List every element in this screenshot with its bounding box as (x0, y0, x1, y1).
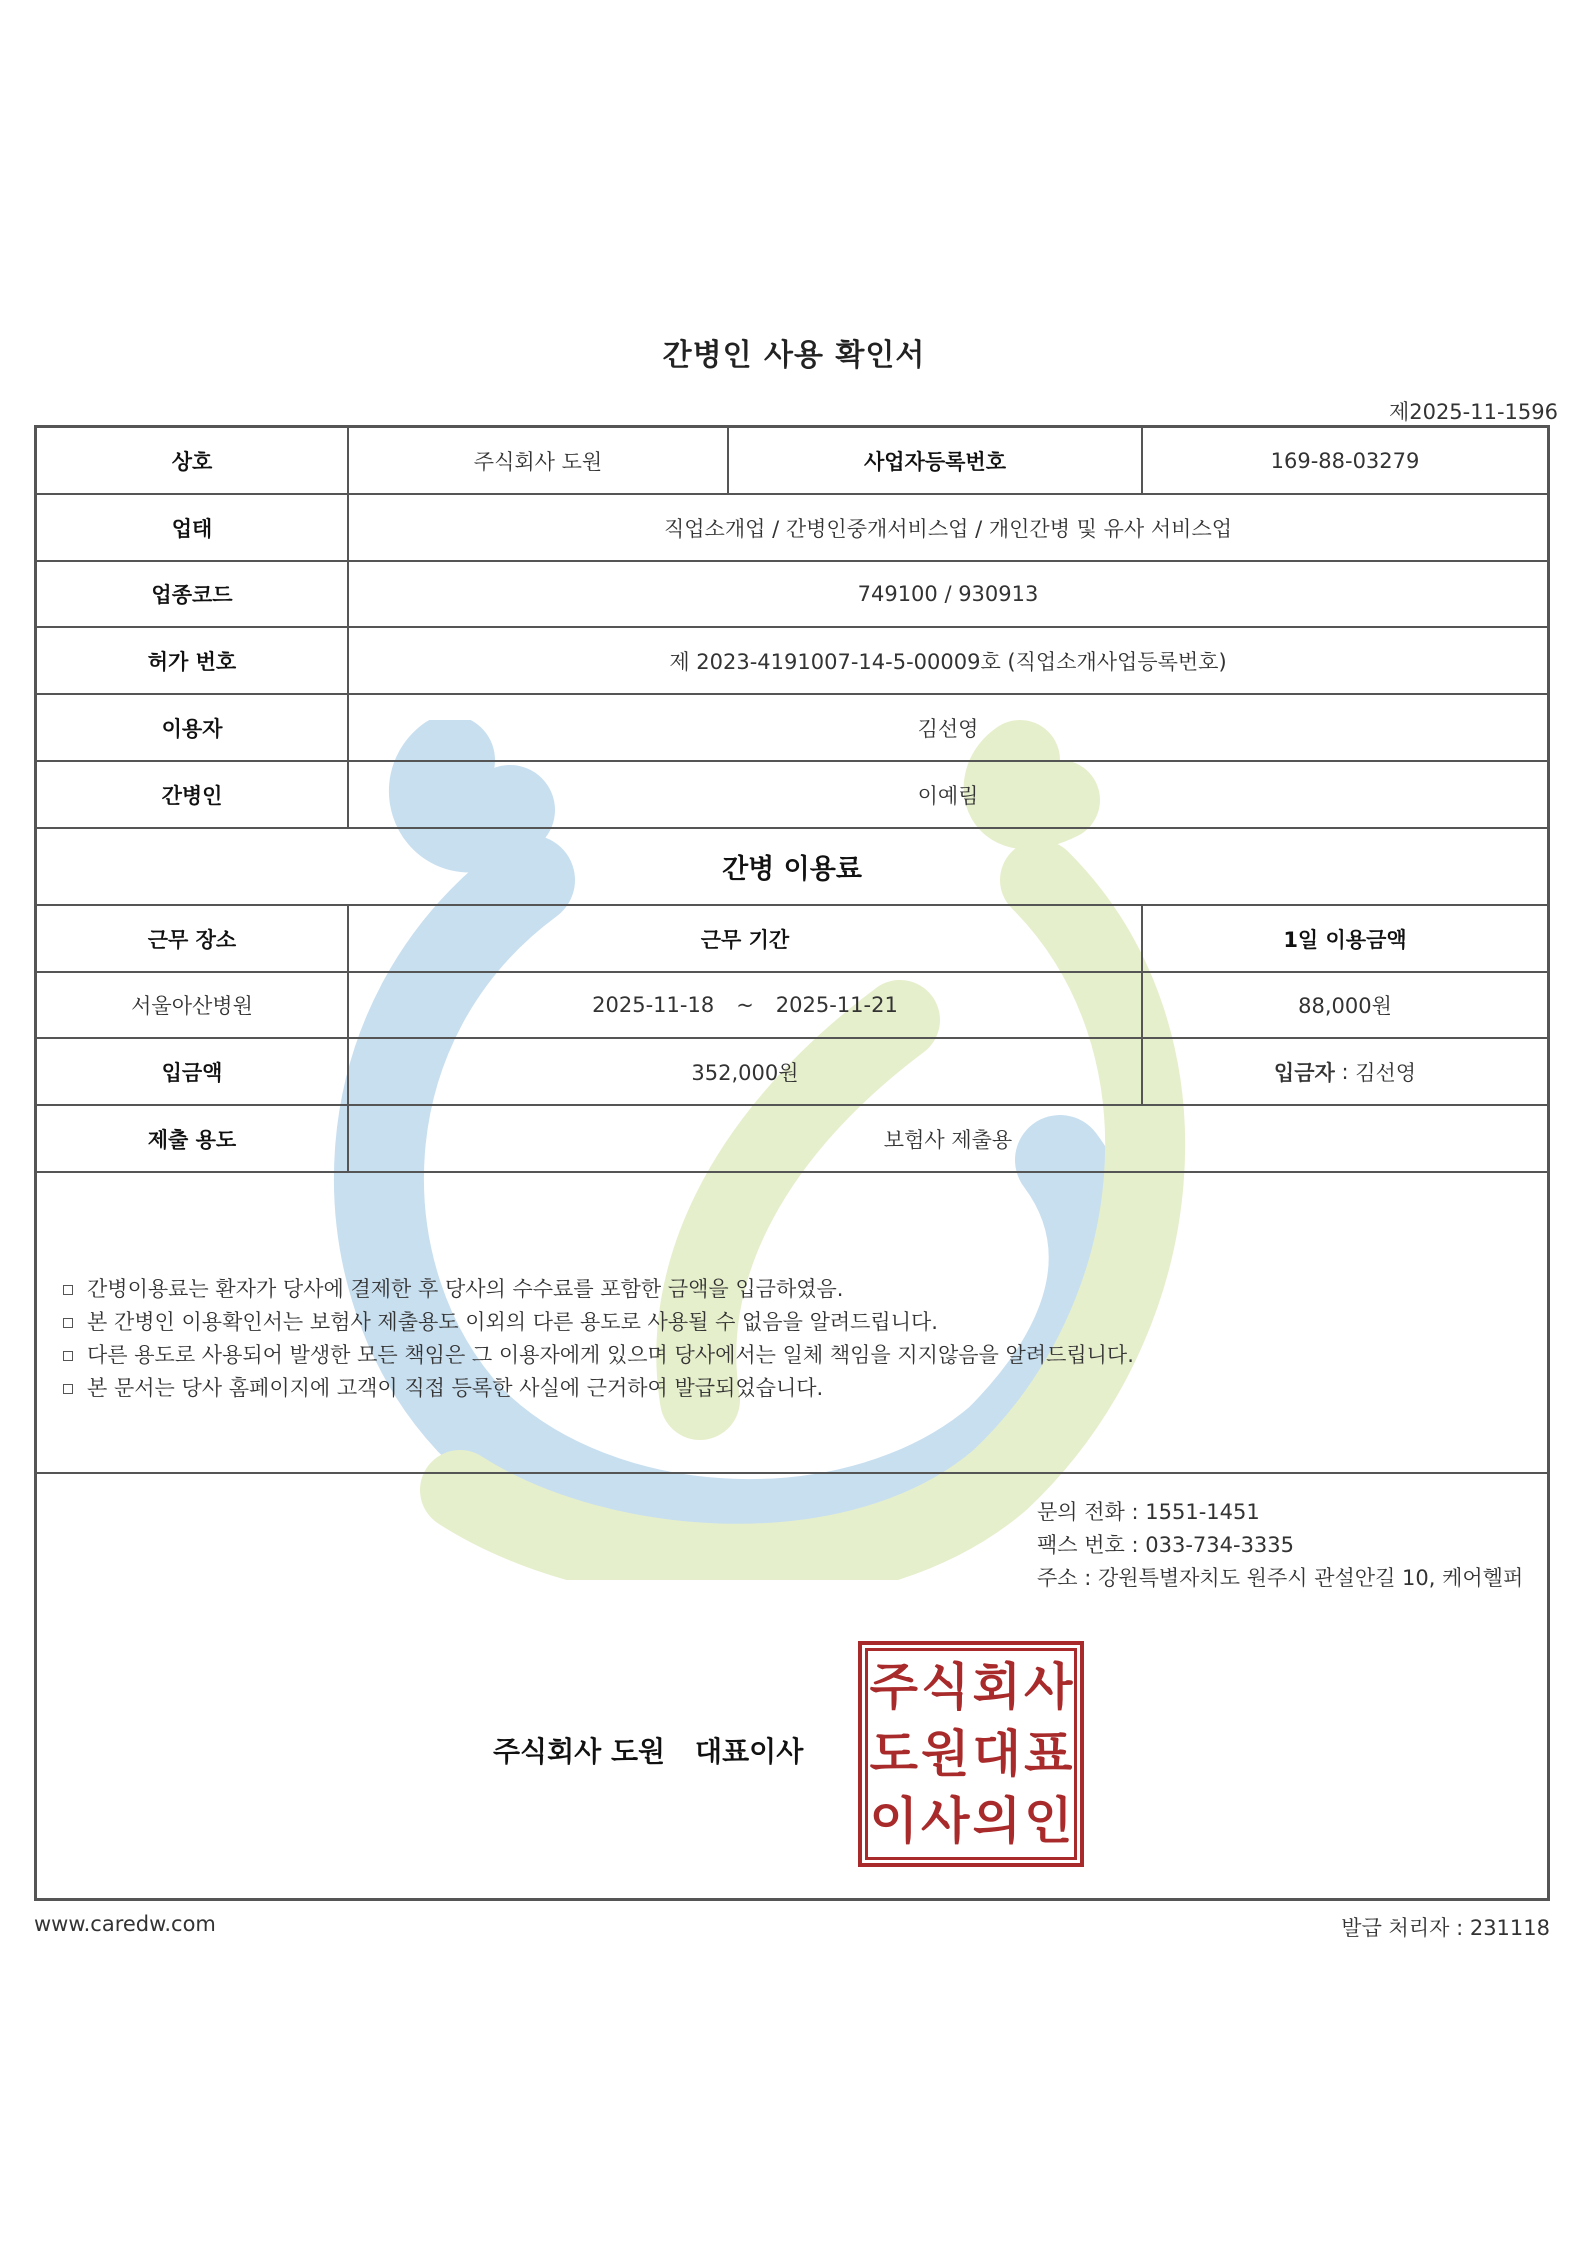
depositor-value: 김선영 (1355, 1060, 1417, 1085)
confirmation-form (34, 425, 1550, 1901)
contact-address: 주소 : 강원특별자치도 원주시 관설안길 10, 케어헬퍼 (1037, 1566, 1524, 1590)
notice-item: 간병이용료는 환자가 당사에 결제한 후 당사의 수수료를 포함한 금액을 입금하였음. (59, 1273, 1134, 1306)
notice-item: 다른 용도로 사용되어 발생한 모든 책임은 그 이용자에게 있으며 당사에서는 일체 책임을 지지않음을 알려드립니다. (59, 1339, 1134, 1372)
bizno-label: 사업자등록번호 (729, 428, 1143, 493)
period-end: 2025-11-21 (775, 993, 898, 1017)
period-value (349, 973, 1143, 1037)
company-label: 상호 (37, 428, 349, 493)
period-start: 2025-11-18 (592, 993, 715, 1017)
square-bullet-icon (63, 1351, 73, 1361)
place-label: 근무 장소 (37, 906, 349, 971)
document-title: 간병인 사용 확인서 (662, 338, 926, 373)
row-fee-title (37, 829, 1547, 906)
code-label: 업종코드 (37, 562, 349, 626)
signer-title: 대표이사 (695, 1735, 804, 1768)
biztype-value: 직업소개업 / 간병인중개서비스업 / 개인간병 및 유사 서비스업 (663, 516, 1233, 541)
square-bullet-icon (63, 1318, 73, 1328)
biztype-label: 업태 (37, 495, 349, 560)
depositor (1143, 1039, 1547, 1104)
place-value: 서울아산병원 (37, 973, 349, 1037)
row-biztype (37, 495, 1547, 562)
row-purpose (37, 1106, 1547, 1173)
notice-list (59, 1273, 1134, 1405)
signer-company: 주식회사 도원 (493, 1735, 666, 1768)
row-license (37, 628, 1547, 695)
website-link[interactable]: www.caredw.com (34, 1912, 216, 1936)
user-label: 이용자 (37, 695, 349, 760)
purpose-label: 제출 용도 (37, 1106, 349, 1171)
user-value: 김선영 (917, 716, 979, 741)
document-number: 제2025-11-1596 (1388, 400, 1558, 424)
bizno-value: 169-88-03279 (1270, 448, 1420, 473)
square-bullet-icon (63, 1384, 73, 1394)
code-value: 749100 / 930913 (857, 582, 1039, 606)
issuer-id: 발급 처리자 : 231118 (1341, 1916, 1550, 1940)
company-value: 주식회사 도원 (349, 428, 729, 493)
purpose-value: 보험사 제출용 (883, 1127, 1013, 1152)
row-caregiver (37, 762, 1547, 829)
fee-section-title: 간병 이용료 (722, 854, 862, 885)
square-bullet-icon (63, 1285, 73, 1295)
contact-info (1037, 1496, 1523, 1595)
daily-fee-value: 88,000원 (1298, 994, 1392, 1018)
row-fee-header (37, 906, 1547, 973)
notice-item: 본 문서는 당사 홈페이지에 고객이 직접 등록한 사실에 근거하여 발급되었습니다. (59, 1372, 1134, 1405)
section-divider (37, 1472, 1547, 1474)
deposit-value: 352,000원 (349, 1039, 1143, 1104)
depositor-label: 입금자 (1273, 1060, 1335, 1085)
notice-item: 본 간병인 이용확인서는 보험사 제출용도 이외의 다른 용도로 사용될 수 없음을 알려드립니다. (59, 1306, 1134, 1339)
row-user (37, 695, 1547, 762)
row-deposit (37, 1039, 1547, 1106)
caregiver-value: 이예림 (917, 783, 979, 808)
deposit-label: 입금액 (37, 1039, 349, 1104)
signer (493, 1730, 803, 1770)
contact-phone: 문의 전화 : 1551-1451 (1037, 1500, 1260, 1524)
row-code (37, 562, 1547, 628)
period-separator: ~ (736, 993, 754, 1017)
row-company (37, 428, 1547, 495)
caregiver-label: 간병인 (37, 762, 349, 827)
period-label: 근무 기간 (349, 906, 1143, 971)
daily-fee-label: 1일 이용금액 (1283, 927, 1407, 952)
license-value: 제 2023-4191007-14-5-00009호 (직업소개사업등록번호) (669, 649, 1227, 674)
depositor-colon: : (1334, 1059, 1356, 1084)
row-fee-values (37, 973, 1547, 1039)
contact-fax: 팩스 번호 : 033-734-3335 (1037, 1533, 1295, 1557)
company-seal: 주 식 회 사 도 원 대 표 이 사 의 인 (858, 1641, 1084, 1867)
license-label: 허가 번호 (37, 628, 349, 693)
